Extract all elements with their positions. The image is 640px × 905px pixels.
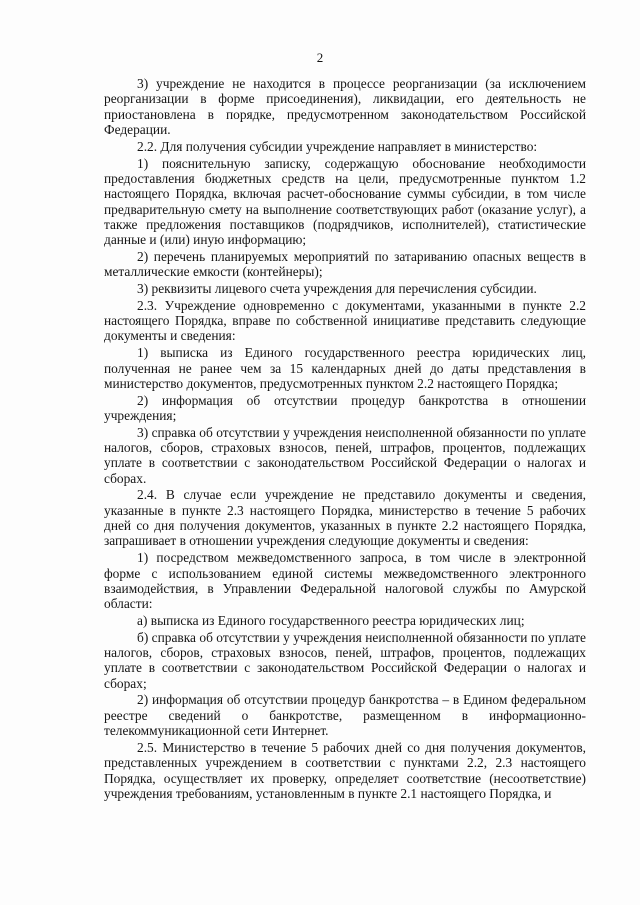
paragraph-2-2-item-1: 1) пояснительную записку, содержащую обоснование необходимости предоставления бюджетных средств на цели, предусмотренные пунктом 1.2 настоящего Порядка, включая расчет-обоснование суммы субсидии, в том числе предварительную смету на выполнение соответствующих работ (оказание услуг), а также предложения поставщиков (подрядчиков, исполнителей), статистические данные и (или) иную информацию; [104,155,586,248]
paragraph-2-3-item-1: 1) выписка из Единого государственного реестра юридических лиц, полученная не ранее чем за 15 календарных дней до даты представления в министерство документов, предусмотренных пунктом 2.2 настоящего Порядка; [104,345,586,391]
document-body [104,76,586,803]
paragraph-2-3-item-2: 2) информация об отсутствии процедур банкротства в отношении учреждения; [104,392,586,423]
paragraph-2-2-item-3: 3) реквизиты лицевого счета учреждения для перечисления субсидии. [137,281,537,297]
paragraph-2-2-item-2: 2) перечень планируемых мероприятий по затариванию опасных веществ в металлические емкости (контейнеры); [104,248,586,280]
page-number: 2 [316,50,324,65]
paragraph-2-3-heading: 2.3. Учреждение одновременно с документами, указанными в пункте 2.2 настоящего Порядка, вправе по собственной инициативе представить следующие документы и сведения: [104,297,586,344]
paragraph-item-3-no-reorganization: 3) учреждение не находится в процессе реорганизации (за исключением реорганизации в форме присоединения), ликвидации, его деятельность не приостановлена в порядке, предусмотренном законодательством Российской Федерации. [104,76,586,138]
paragraph-2-5: 2.5. Министерство в течение 5 рабочих дней со дня получения документов, представленных учреждением в соответствии с пунктами 2.2, 2.3 настоящего Порядка, осуществляет их проверку, определяет соответствие (несоответствие) учреждения требованиям, установленным в пункте 2.1 настоящего Порядка, и [104,739,586,801]
paragraph-2-2-heading: 2.2. Для получения субсидии учреждение направляет в министерство: [137,138,538,154]
paragraph-2-4-item-2: 2) информация об отсутствии процедур банкротства – в Едином федеральном реестре сведений о банкротстве, размещенном в информационно-телекоммуникационной сети Интернет. [104,692,586,739]
paragraph-2-4-item-1: 1) посредством межведомственного запроса, в том числе в электронной форме с использованием единой системы межведомственного электронного взаимодействия, в Управлении Федеральной налоговой службы по Амурской области: [104,550,586,612]
paragraph-2-4-item-1a: а) выписка из Единого государственного реестра юридических лиц; [137,612,525,628]
paragraph-2-4-item-1b: б) справка об отсутствии у учреждения неисполненной обязанности по уплате налогов, сборов, страховых взносов, пеней, штрафов, процентов, подлежащих уплате в соответствии с законодательством Российской Федерации о налогах и сборах; [104,629,586,691]
paragraph-2-4-heading: 2.4. В случае если учреждение не представило документы и сведения, указанные в пункте 2.3 настоящего Порядка, министерство в течение 5 рабочих дней со дня получения документов, указанных в пункте 2.2 настоящего Порядка, запрашивает в отношении учреждения следующие документы и сведения: [104,487,586,549]
paragraph-2-3-item-3: 3) справка об отсутствии у учреждения неисполненной обязанности по уплате налогов, сборов, страховых взносов, пеней, штрафов, процентов, подлежащих уплате в соответствии с законодательством Российской Федерации о налогах и сборах. [104,424,586,486]
